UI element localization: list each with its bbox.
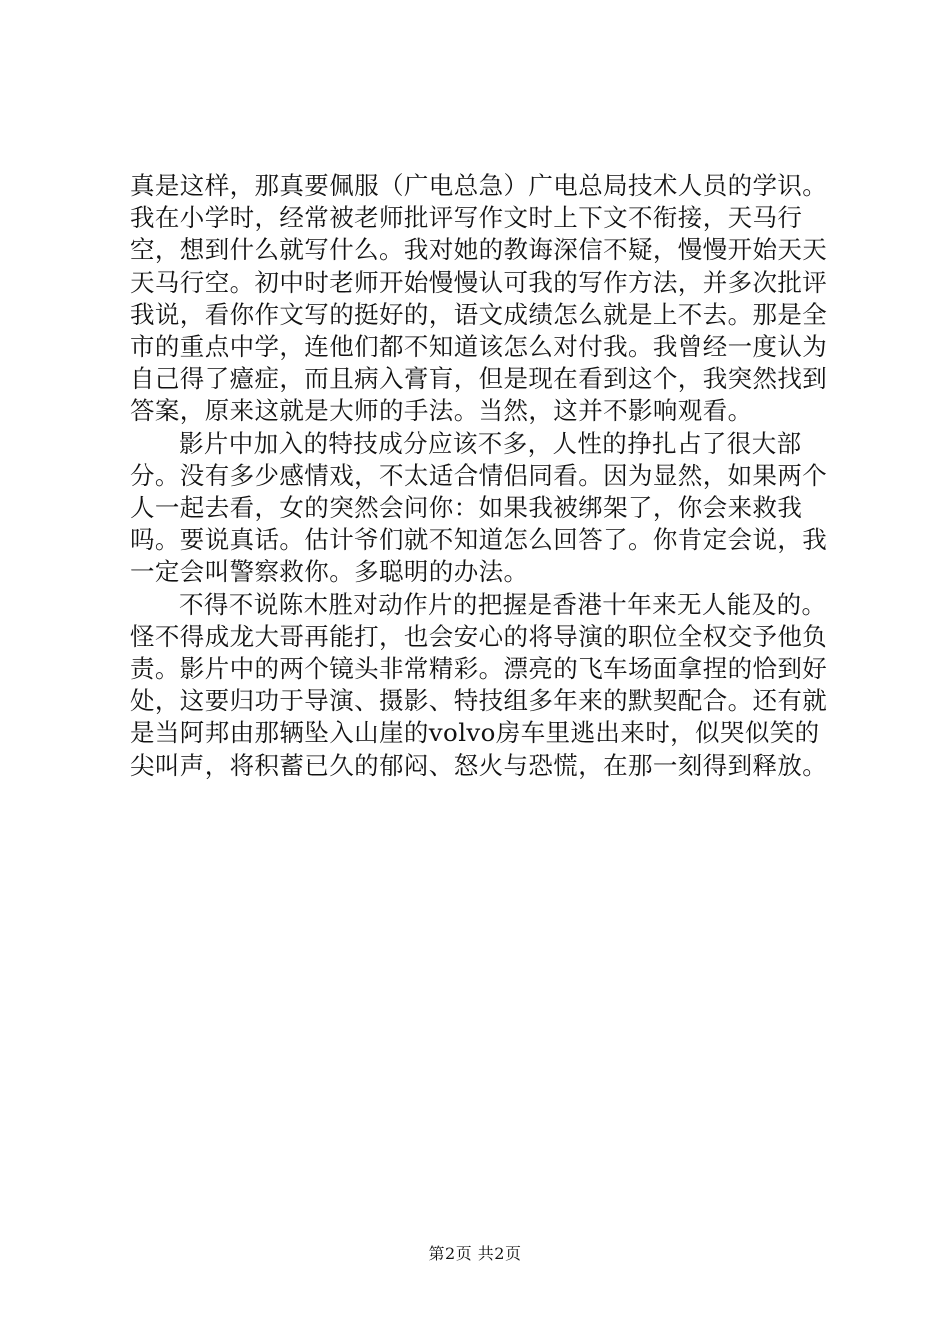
paragraph-1: 真是这样，那真要佩服（广电总急）广电总局技术人员的学识。我在小学时，经常被老师批评写作文时上下文不衔接，天马行空，想到什么就写什么。我对她的教诲深信不疑，慢慢开始天天天马行空。初中时老师开始慢慢认可我的写作方法，并多次批评我说，看你作文写的挺好的，语文成绩怎么就是上不去。那是全市的重点中学，连他们都不知道该怎么对付我。我曾经一度认为自己得了癔症，而且病入膏肓，但是现在看到这个，我突然找到答案，原来这就是大师的手法。当然，这并不影响观看。 bbox=[130, 171, 828, 426]
paragraph-3: 不得不说陈木胜对动作片的把握是香港十年来无人能及的。怪不得成龙大哥再能打，也会安心的将导演的职位全权交予他负责。影片中的两个镜头非常精彩。漂亮的飞车场面拿捏的恰到好处，这要归功于导演、摄影、特技组多年来的默契配合。还有就是当阿邦由那辆坠入山崖的volvo房车里逃出来时，似哭似笑的尖叫声，将积蓄已久的郁闷、怒火与恐慌，在那一刻得到释放。 bbox=[130, 589, 828, 780]
paragraph-2: 影片中加入的特技成分应该不多，人性的挣扎占了很大部分。没有多少感情戏，不太适合情侣同看。因为显然，如果两个人一起去看，女的突然会问你：如果我被绑架了，你会来救我吗。要说真话。估计爷们就不知道怎么回答了。你肯定会说，我一定会叫警察救你。多聪明的办法。 bbox=[130, 428, 828, 587]
page-number-footer: 第2页 共2页 bbox=[428, 1244, 522, 1263]
document-body bbox=[130, 170, 830, 782]
